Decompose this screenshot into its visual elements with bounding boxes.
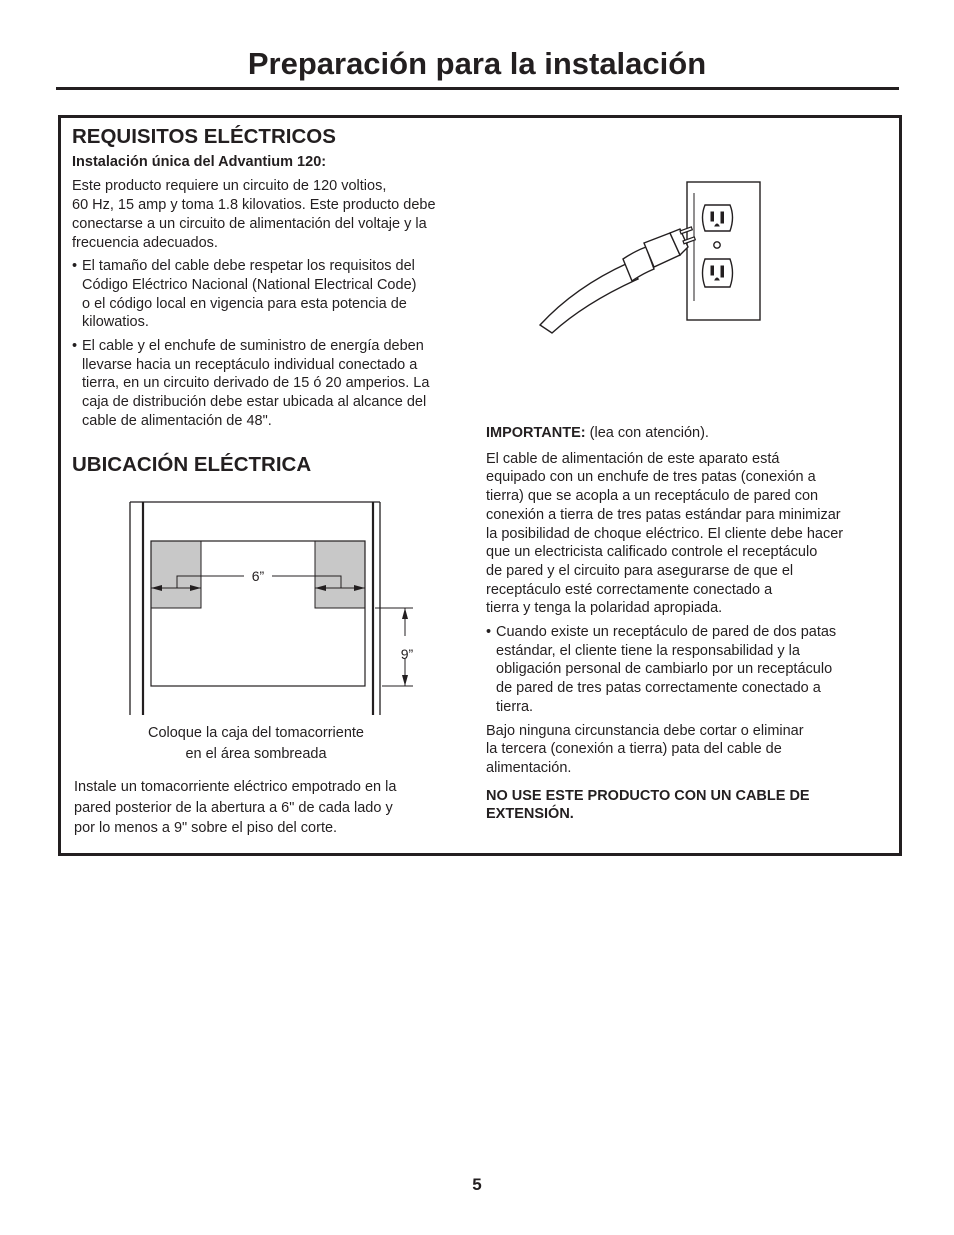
- text-line: llevarse hacia un receptáculo individual conectado a: [82, 356, 418, 373]
- slot-icon: [711, 212, 714, 221]
- power-cord: [540, 263, 638, 333]
- text-line: Coloque la caja del tomacorriente: [147, 725, 364, 741]
- slot-icon: [721, 212, 724, 223]
- dimension-6-label: 6”: [251, 568, 265, 584]
- left-column: [72, 125, 472, 431]
- plug-outlet-illustration: [530, 175, 770, 335]
- slot-icon: [721, 266, 724, 277]
- page-title: Preparación para la instalación: [247, 46, 707, 81]
- text-line: que un electricista calificado controle el receptáculo: [486, 544, 818, 561]
- text-line: tierra y tenga la polaridad apropiada.: [486, 600, 723, 617]
- bullet-cable-plug: [72, 337, 472, 431]
- text-line: la posibilidad de choque eléctrico. El cliente debe hacer: [486, 525, 844, 542]
- text-line: tierra) que se acopla a un receptáculo de pared con: [486, 488, 819, 505]
- text-line: estándar, el cliente tiene la responsabilidad y la: [496, 642, 800, 659]
- right-column: [486, 424, 886, 824]
- text-line: Bajo ninguna circunstancia debe cortar o eliminar: [486, 722, 804, 739]
- text-line: caja de distribución debe estar ubicada al alcance del: [82, 394, 427, 411]
- ground-hole-icon: [715, 224, 719, 226]
- slot-icon: [711, 266, 714, 275]
- text-line: El cable y el enchufe de suministro de energía deben: [82, 338, 424, 355]
- text-line: de pared de tres patas correctamente conectado a: [496, 680, 821, 697]
- text-line: Código Eléctrico Nacional (National Electrical Code): [82, 276, 417, 293]
- text-line: pared posterior de la abertura a 6" de cada lado y: [74, 799, 393, 816]
- heading-ubicacion: UBICACIÓN ELÉCTRICA: [72, 453, 312, 476]
- text-line: conectarse a un circuito de alimentación del voltaje y la: [72, 215, 427, 232]
- text-line: EXTENSIÓN.: [486, 806, 574, 823]
- text-line: Este producto requiere un circuito de 120 voltios,: [72, 178, 387, 195]
- text-line: por lo menos a 9" sobre el piso del corte.: [74, 820, 338, 836]
- text-line: tierra.: [496, 698, 534, 715]
- text-line: cable de alimentación de 48".: [82, 412, 272, 429]
- text-line: alimentación.: [486, 759, 572, 776]
- text-line: de pared y el circuito para asegurarse de que el: [486, 562, 794, 579]
- ground-paragraph: [486, 450, 886, 618]
- bullet-icon: •: [72, 258, 78, 275]
- title-rule: [56, 87, 899, 90]
- outlet-location-diagram: [120, 495, 420, 720]
- bullet-cable-size: [72, 257, 472, 332]
- extension-cord-warning: [486, 787, 886, 824]
- text-line: tierra, en un circuito derivado de 15 ó 20 amperios. La: [82, 375, 430, 392]
- text-line: receptáculo esté correctamente conectado a: [486, 581, 773, 598]
- bullet-icon: •: [486, 624, 492, 641]
- text-line: Instale un tomacorriente eléctrico empotrado en la: [74, 779, 397, 795]
- heading-requisitos: REQUISITOS ELÉCTRICOS: [72, 125, 336, 148]
- text-line: en el área sombreada: [185, 746, 327, 762]
- text-line: frecuencia adecuados.: [72, 234, 218, 251]
- importante-line: [486, 424, 886, 443]
- subheading-advantium: Instalación única del Advantium 120:: [72, 153, 327, 170]
- text-line: 60 Hz, 15 amp y toma 1.8 kilovatios. Este producto debe: [72, 197, 436, 214]
- arrow-head: [402, 608, 408, 619]
- text-line: NO USE ESTE PRODUCTO CON UN CABLE DE: [486, 787, 810, 804]
- arrow-head: [402, 675, 408, 686]
- outlet-face-lower: [703, 259, 733, 287]
- text-line: conexión a tierra de tres patas estándar para minimizar: [486, 506, 841, 523]
- text-line: kilowatios.: [82, 314, 149, 331]
- importante-rest: (lea con atención).: [585, 425, 709, 441]
- text-line: o el código local en vigencia para esta potencia de: [82, 295, 407, 312]
- outlet-face-upper: [703, 205, 733, 231]
- screw-icon: [714, 242, 720, 248]
- shaded-area-right: [315, 541, 365, 608]
- ground-prong-paragraph: [486, 722, 886, 778]
- shaded-area-left: [151, 541, 201, 608]
- ground-hole-icon: [715, 278, 719, 280]
- importante-label: IMPORTANTE:: [486, 425, 586, 441]
- intro-paragraph: [72, 177, 472, 252]
- text-line: equipado con un enchufe de tres patas (conexión a: [486, 469, 816, 486]
- dimension-9-label: 9”: [400, 646, 414, 662]
- text-line: la tercera (conexión a tierra) pata del cable de: [486, 741, 782, 758]
- text-line: Cuando existe un receptáculo de pared de dos patas: [496, 624, 837, 641]
- wall-plate: [687, 182, 760, 320]
- text-line: El tamaño del cable debe respetar los requisitos del: [82, 258, 415, 275]
- install-instructions: [74, 777, 464, 839]
- page-number: 5: [472, 1175, 482, 1194]
- text-line: El cable de alimentación de este aparato está: [486, 450, 780, 467]
- diagram-caption: [120, 723, 392, 765]
- bullet-two-prong: [486, 623, 886, 717]
- text-line: obligación personal de cambiarlo por un receptáculo: [496, 661, 833, 678]
- bullet-icon: •: [72, 338, 78, 355]
